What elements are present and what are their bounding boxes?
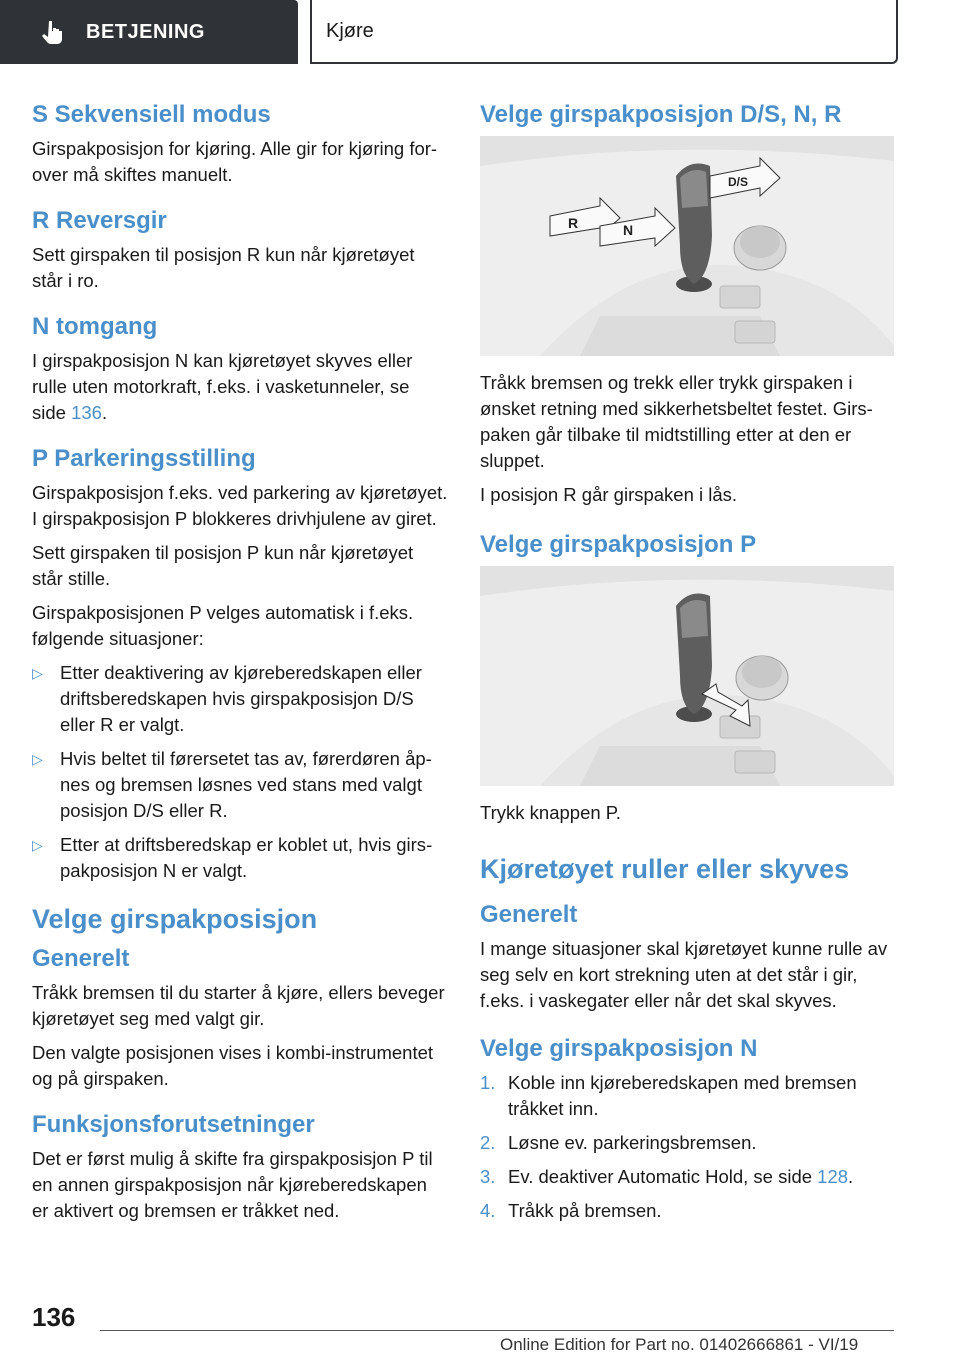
step-text: Løsne ev. parkeringsbremsen.: [508, 1132, 757, 1153]
section-tab[interactable]: [0, 0, 298, 64]
list-item: [480, 1198, 896, 1224]
generelt-heading: Generelt: [32, 945, 130, 972]
ruller-heading: Kjøretøyet ruller eller skyves: [480, 854, 850, 884]
step-text-end: .: [848, 1166, 854, 1187]
list-item: [480, 1130, 896, 1156]
page-link-128[interactable]: 128: [817, 1166, 849, 1187]
list-item: [32, 746, 448, 824]
step-text: Koble inn kjøreberedskapen med bremsen tråkket inn.: [508, 1072, 857, 1119]
p-text-3: Girspakposisjonen P velges automatisk i f.eks. følgende situasjoner:: [32, 602, 414, 649]
n-text-body: I girspakposisjon N kan kjøretøyet skyves eller rulle uten motorkraft, f.eks. i vasketunneler, se side: [32, 350, 413, 423]
dsnr-heading: Velge girspakposisjon D/S, N, R: [480, 101, 842, 128]
section-n: [32, 312, 448, 426]
label-r: R: [568, 215, 579, 231]
right-column: [480, 100, 896, 1232]
list-item-text: Hvis beltet til førersetet tas av, førerdøren åpnes og bremsen løsnes ved stans med valgt posisjon D/S eller R.: [60, 748, 432, 821]
page-header: [0, 0, 960, 66]
step-number: 2.: [480, 1132, 496, 1153]
hand-pointer-icon: [40, 19, 66, 45]
footer-divider: [100, 1330, 894, 1331]
r-heading: R Reversgir: [32, 207, 167, 234]
p-select-heading: Velge girspakposisjon P: [480, 531, 757, 558]
funk-heading: Funksjonsforutsetninger: [32, 1111, 315, 1138]
p-select-text: Trykk knappen P.: [480, 802, 621, 823]
step-number: 4.: [480, 1200, 496, 1221]
list-item: [480, 1070, 896, 1122]
p-text-2: Sett girspaken til posisjon P kun når kjøretøyet står stille.: [32, 542, 414, 589]
section-label: BETJENING: [86, 20, 205, 43]
step-text: Ev. deaktiver Automatic Hold, se side: [508, 1166, 818, 1187]
gear-selector-illustration: [480, 136, 894, 356]
list-item-text: Etter at driftsberedskap er koblet ut, hvis girspakposisjon N er valgt.: [60, 834, 433, 881]
list-item: [32, 660, 448, 738]
step-text: Tråkk på bremsen.: [508, 1200, 662, 1221]
p-heading: P Parkeringsstilling: [32, 445, 256, 472]
n-heading: N tomgang: [32, 313, 158, 340]
list-item: [480, 1164, 896, 1190]
triangle-bullet-icon: ▷: [32, 837, 43, 853]
step-number: 3.: [480, 1166, 496, 1187]
dsnr-text-1: Tråkk bremsen og trekk eller trykk girspaken i ønsket retning med sikkerhetsbeltet festet. Girspaken går tilbake til midtstilling etter at den er sluppet.: [480, 372, 873, 471]
s-text: Girspakposisjon for kjøring. Alle gir for kjøring forover må skiftes manuelt.: [32, 138, 438, 185]
section-s: [32, 100, 448, 188]
step-number: 1.: [480, 1072, 496, 1093]
ruller-generelt-heading: Generelt: [480, 901, 578, 928]
dsnr-text-2: I posisjon R går girspaken i lås.: [480, 484, 738, 505]
generelt-text-1: Tråkk bremsen til du starter å kjøre, ellers beveger kjøretøyet seg med valgt gir.: [32, 982, 445, 1029]
situation-list: [32, 660, 448, 884]
s-heading: S Sekvensiell modus: [32, 101, 271, 128]
gear-selector-figure-p: [480, 566, 894, 786]
label-ds: D/S: [728, 175, 749, 189]
n-text: [32, 348, 448, 426]
chapter-tab[interactable]: [310, 0, 898, 64]
page-number: 136: [32, 1302, 76, 1332]
triangle-bullet-icon: ▷: [32, 751, 43, 767]
section-r: [32, 206, 448, 294]
n-text-end: .: [101, 402, 108, 423]
triangle-bullet-icon: ▷: [32, 665, 43, 681]
list-item: [32, 832, 448, 884]
p-text-1: Girspakposisjon f.eks. ved parkering av kjøretøyet. I girspakposisjon P blokkeres drivhjulene av giret.: [32, 482, 448, 529]
park-button-illustration: [480, 566, 894, 786]
velge-heading: Velge girspakposisjon: [32, 904, 318, 934]
edition-text: Online Edition for Part no. 01402666861 - VI/19: [500, 1335, 859, 1354]
generelt-text-2: Den valgte posisjonen vises i kombi-instrumentet og på girspaken.: [32, 1042, 434, 1089]
section-velge: [32, 902, 448, 1092]
r-text: Sett girspaken til posisjon R kun når kjøretøyet står i ro.: [32, 244, 415, 291]
section-p: [32, 444, 448, 884]
n-select-heading: Velge girspakposisjon N: [480, 1035, 758, 1062]
list-item-text: Etter deaktivering av kjøreberedskapen eller driftsberedskapen hvis girspakposisjon D/S eller R er valgt.: [60, 662, 422, 735]
chapter-label: Kjøre: [326, 19, 374, 42]
section-funk: [32, 1110, 448, 1224]
ruller-generelt-text: I mange situasjoner skal kjøretøyet kunne rulle av seg selv en kort strekning uten at det står i gir, f.eks. i vaskegater eller når det skal skyves.: [480, 938, 888, 1011]
left-column: [32, 100, 448, 1242]
n-steps-list: [480, 1070, 896, 1224]
page-link-136[interactable]: 136: [71, 402, 102, 423]
label-n: N: [623, 222, 634, 238]
gear-selector-figure-dsnr: [480, 136, 894, 356]
funk-text: Det er først mulig å skifte fra girspakposisjon P til en annen girspakposisjon når kjøreberedskapen er aktivert og bremsen er tråkket ned.: [32, 1148, 433, 1221]
